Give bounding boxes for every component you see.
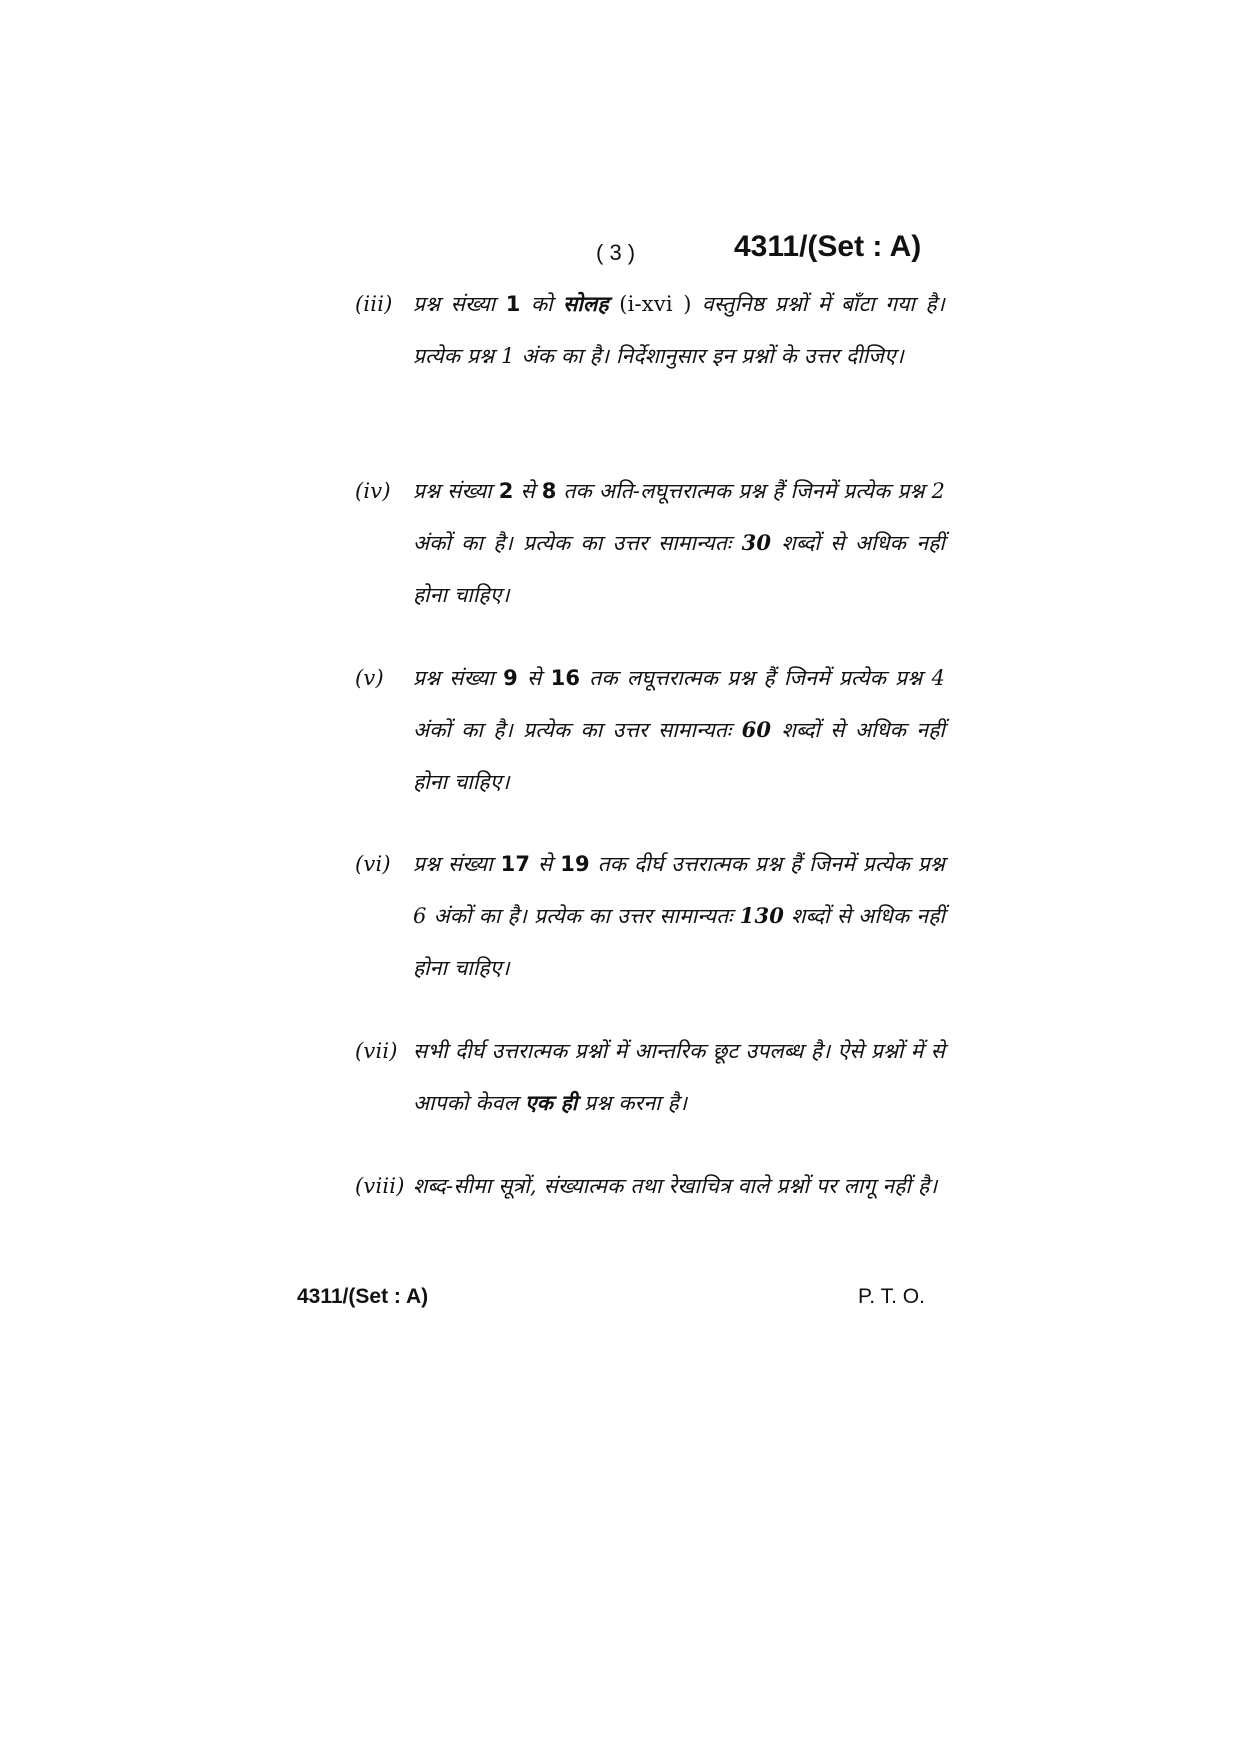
instruction-text: शब्दों से अधिक नहीं होना चाहिए। xyxy=(413,531,945,607)
bold-number: 9 xyxy=(503,666,518,690)
bold-number: 16 xyxy=(550,666,581,690)
paper-code-header: 4311/(Set : A) xyxy=(734,230,922,263)
instruction-text: से xyxy=(517,666,551,690)
bold-number: 19 xyxy=(560,852,590,876)
bold-number: 60 xyxy=(741,717,772,742)
instruction-text: से xyxy=(513,479,542,503)
instruction-text: तक अति-लघूत्तरात्मक प्रश्न हैं जिनमें प्रत्येक प्रश्न 2 अंकों का है। प्रत्येक का उत्तर सामान्यतः xyxy=(413,479,946,555)
bold-number: 1 xyxy=(505,292,521,316)
pto-label: P. T. O. xyxy=(858,1285,925,1308)
instruction-text: प्रश्न करना है। xyxy=(577,1091,688,1115)
instruction-vi xyxy=(355,838,945,994)
instruction-number: (iii) xyxy=(355,292,393,316)
instruction-text: शब्द-सीमा सूत्रों, संख्यात्मक तथा रेखाचित्र वाले प्रश्नों पर लागू नहीं है। xyxy=(413,1174,938,1198)
instruction-text: प्रश्न संख्या xyxy=(413,852,501,876)
instruction-text: वस्तुनिष्ठ प्रश्नों में बाँटा गया है। प्रत्येक प्रश्न 1 अंक का है। निर्देशानुसार इन प्रश्नों के उत्तर दीजिए। xyxy=(413,292,945,368)
instruction-viii xyxy=(355,1160,945,1212)
bold-number: 2 xyxy=(498,479,514,503)
page-number: ( 3 ) xyxy=(596,240,636,265)
bold-number: 130 xyxy=(739,903,785,928)
bold-number: 8 xyxy=(541,479,557,503)
paper-code-footer: 4311/(Set : A) xyxy=(297,1285,429,1308)
instruction-text: तक दीर्घ उत्तरात्मक प्रश्न हैं जिनमें प्रत्येक प्रश्न 6 अंकों का है। प्रत्येक का उत्तर सामान्यतः xyxy=(413,852,945,928)
instruction-text: से xyxy=(530,852,561,876)
instruction-number: (vi) xyxy=(355,852,391,876)
bold-word: एक ही xyxy=(524,1090,578,1115)
spacer-text xyxy=(609,292,619,316)
instruction-text: प्रश्न संख्या xyxy=(413,666,504,690)
instruction-number: (vii) xyxy=(355,1039,398,1063)
instruction-text: शब्दों से अधिक नहीं होना चाहिए। xyxy=(413,904,945,980)
instruction-iv xyxy=(355,465,945,621)
instruction-text: प्रश्न संख्या xyxy=(413,479,499,503)
instruction-text: शब्दों से अधिक नहीं होना चाहिए। xyxy=(413,718,945,794)
instruction-number: (viii) xyxy=(355,1174,405,1198)
range-label: (i-xvi ) xyxy=(619,292,692,316)
instruction-vii xyxy=(355,1025,945,1129)
instruction-number: (iv) xyxy=(355,479,391,503)
instruction-text: तक लघूत्तरात्मक प्रश्न हैं जिनमें प्रत्येक प्रश्न 4 अंकों का है। प्रत्येक का उत्तर सामान्यतः xyxy=(413,666,946,742)
instruction-text: प्रश्न संख्या xyxy=(413,292,506,316)
bold-word: सोलह xyxy=(563,291,609,316)
instruction-number: (v) xyxy=(355,666,384,690)
instruction-v xyxy=(355,652,945,808)
bold-number: 30 xyxy=(741,530,772,555)
instruction-text: को xyxy=(520,292,564,316)
bold-number: 17 xyxy=(500,852,531,876)
instruction-iii xyxy=(355,278,945,382)
instruction-text: सभी दीर्घ उत्तरात्मक प्रश्नों में आन्तरिक छूट उपलब्ध है। ऐसे प्रश्नों में से आपको केवल xyxy=(413,1039,945,1115)
